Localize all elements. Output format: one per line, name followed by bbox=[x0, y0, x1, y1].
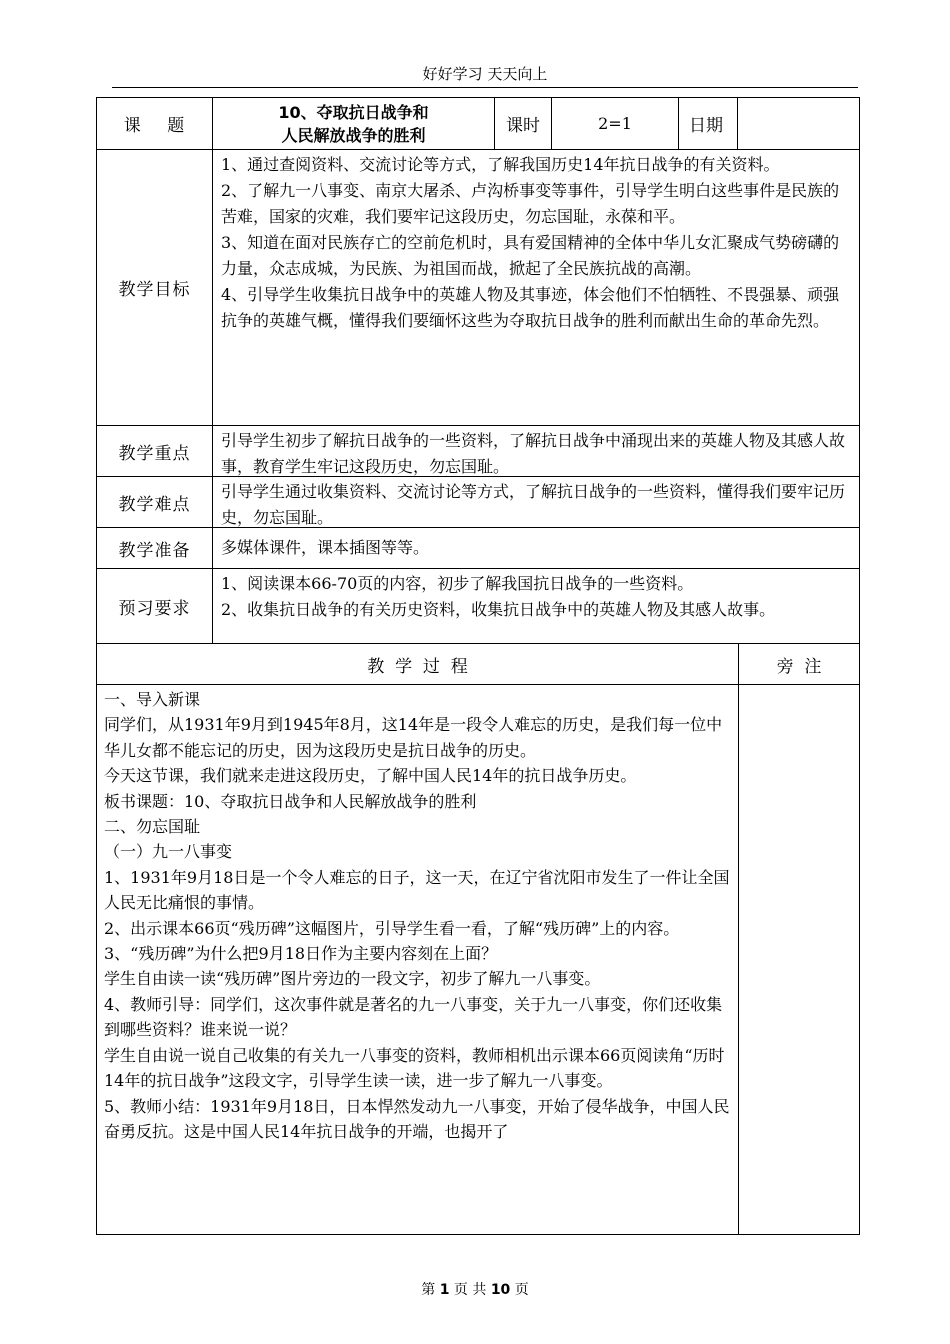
key-points-content-cell bbox=[212, 425, 860, 477]
key-points-label-cell bbox=[96, 425, 213, 477]
notes-header-cell bbox=[738, 643, 860, 685]
lesson-title-cell bbox=[212, 97, 495, 150]
header-divider bbox=[112, 87, 858, 88]
current-page-number: 1 bbox=[439, 1282, 450, 1298]
goal-item: 4、引导学生收集抗日战争中的英雄人物及其事迹，体会他们不怕牺牲、不畏强暴、顽强抗争的英雄气概，懂得我们要缅怀这些为夺取抗日战争的胜利而献出生命的革命先烈。 bbox=[221, 285, 840, 330]
goal-item: 1、通过查阅资料、交流讨论等方式，了解我国历史14年抗日战争的有关资料。 bbox=[221, 155, 780, 174]
key-points-label: 教学重点 bbox=[118, 443, 191, 464]
preview-item: 2、收集抗日战争的有关历史资料，收集抗日战争中的英雄人物及其感人故事。 bbox=[221, 600, 776, 619]
hours-value-cell bbox=[551, 97, 679, 150]
goal-item: 3、知道在面对民族存亡的空前危机时，具有爱国精神的全体中华儿女汇聚成气势磅礴的力量，众志成城，为民族、为祖国而战，掀起了全民族抗战的高潮。 bbox=[221, 233, 840, 278]
goals-label: 教学目标 bbox=[118, 280, 191, 300]
process-paragraph: 3、“残历碑”为什么把9月18日作为主要内容刻在上面？ bbox=[104, 944, 498, 964]
process-paragraph: （一）九一八事变 bbox=[104, 842, 233, 862]
process-paragraph: 今天这节课，我们就来走进这段历史，了解中国人民14年的抗日战争历史。 bbox=[104, 766, 637, 786]
hours-label: 课时 bbox=[506, 116, 540, 136]
process-paragraph: 1、1931年9月18日是一个令人难忘的日子，这一天，在辽宁省沈阳市发生了一件让全国人民无比痛恨的事情。 bbox=[104, 867, 730, 913]
preparation-label-cell bbox=[96, 527, 213, 569]
date-label: 日期 bbox=[689, 116, 723, 136]
key-points-text: 引导学生初步了解抗日战争的一些资料，了解抗日战争中涌现出来的英雄人物及其感人故事，教育学生牢记这段历史，勿忘国耻。 bbox=[221, 431, 846, 476]
footer-prefix: 第 bbox=[421, 1282, 440, 1298]
preview-content-cell bbox=[212, 568, 860, 644]
total-page-count: 10 bbox=[490, 1282, 511, 1298]
hours-value: 2=1 bbox=[598, 114, 632, 133]
process-paragraph: 2、出示课本66页“残历碑”这幅图片，引导学生看一看，了解“残历碑”上的内容。 bbox=[104, 918, 680, 938]
footer-middle: 页 共 bbox=[449, 1282, 491, 1298]
difficulties-text: 引导学生通过收集资料、交流讨论等方式，了解抗日战争的一些资料，懂得我们要牢记历史，勿忘国耻。 bbox=[221, 482, 846, 527]
goals-content-cell bbox=[212, 149, 860, 426]
preparation-text: 多媒体课件，课本插图等等。 bbox=[221, 538, 430, 557]
difficulties-label: 教学难点 bbox=[118, 494, 191, 515]
date-value-cell bbox=[737, 97, 860, 150]
lesson-title-line1: 10、夺取抗日战争和 bbox=[278, 102, 429, 122]
hours-label-cell bbox=[494, 97, 552, 150]
process-paragraph: 板书课题：10、夺取抗日战争和人民解放战争的胜利 bbox=[104, 791, 477, 811]
process-header: 教 学 过 程 bbox=[367, 656, 468, 677]
notes-body-cell bbox=[738, 684, 860, 1235]
date-label-cell bbox=[678, 97, 738, 150]
preview-label: 预习要求 bbox=[118, 598, 191, 619]
difficulties-content-cell bbox=[212, 476, 860, 528]
preview-label-cell bbox=[96, 568, 213, 644]
topic-label: 课 题 bbox=[123, 116, 186, 136]
process-paragraph: 同学们，从1931年9月到1945年8月，这14年是一段令人难忘的历史，是我们每一位中华儿女都不能忘记的历史，因为这段历史是抗日战争的历史。 bbox=[104, 715, 723, 760]
notes-header: 旁 注 bbox=[776, 656, 822, 677]
goal-item: 2、了解九一八事变、南京大屠杀、卢沟桥事变等事件，引导学生明白这些事件是民族的苦难，国家的灾难，我们要牢记这段历史，勿忘国耻，永葆和平。 bbox=[221, 181, 840, 226]
process-paragraph: 5、教师小结：1931年9月18日，日本悍然发动九一八事变，开始了侵华战争，中国人民奋勇反抗。这是中国人民14年抗日战争的开端，也揭开了 bbox=[104, 1096, 730, 1141]
process-paragraph: 学生自由读一读“残历碑”图片旁边的一段文字，初步了解九一八事变。 bbox=[104, 969, 601, 989]
topic-label-cell bbox=[96, 97, 213, 150]
page-header: 好好学习 天天向上 bbox=[422, 65, 548, 83]
page-footer bbox=[0, 1281, 950, 1299]
process-paragraph: 二、勿忘国耻 bbox=[104, 817, 201, 837]
process-body-cell bbox=[96, 684, 739, 1235]
preparation-label: 教学准备 bbox=[118, 540, 191, 561]
process-header-cell bbox=[96, 643, 739, 685]
difficulties-label-cell bbox=[96, 476, 213, 528]
footer-suffix: 页 bbox=[510, 1282, 529, 1298]
preparation-content-cell bbox=[212, 527, 860, 569]
preview-item: 1、阅读课本66-70页的内容，初步了解我国抗日战争的一些资料。 bbox=[221, 574, 694, 593]
lesson-title-line2: 人民解放战争的胜利 bbox=[281, 125, 426, 145]
process-paragraph: 一、导入新课 bbox=[104, 690, 201, 709]
goals-label-cell bbox=[96, 149, 213, 426]
process-paragraph: 学生自由说一说自己收集的有关九一八事变的资料，教师相机出示课本66页阅读角“历时14年的抗日战争”这段文字，引导学生读一读，进一步了解九一八事变。 bbox=[104, 1045, 725, 1091]
process-paragraph: 4、教师引导：同学们，这次事件就是著名的九一八事变，关于九一八事变，你们还收集到哪些资料？谁来说一说？ bbox=[104, 994, 723, 1040]
